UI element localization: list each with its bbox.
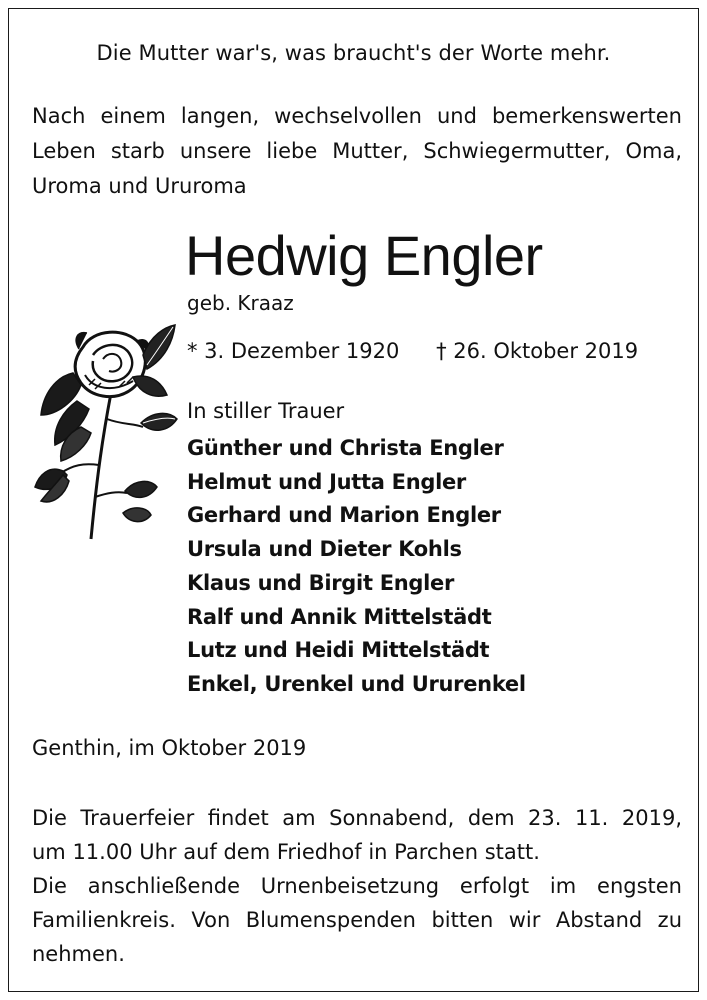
mourner-item: Ursula und Dieter Kohls: [187, 537, 462, 562]
service-line: um 11.00 Uhr auf dem Friedhof in Parchen statt.: [32, 840, 540, 864]
mourner-item: Klaus und Birgit Engler: [187, 570, 455, 595]
service-line: Die anschließende Urnenbeisetzung erfolgt im engsten: [32, 874, 682, 898]
mourner-item: Gerhard und Marion Engler: [187, 503, 501, 528]
mourner-item: Lutz und Heidi Mittelstädt: [187, 638, 490, 663]
rose-icon: [33, 315, 178, 541]
service-line: nehmen.: [32, 942, 125, 966]
deceased-name: Hedwig Engler: [185, 224, 543, 287]
intro-line: Uroma und Ururoma: [32, 174, 247, 198]
life-dates: [187, 339, 638, 363]
intro-paragraph: [32, 99, 682, 204]
intro-line: Leben starb unsere liebe Mutter, Schwiegermutter, Oma,: [32, 139, 682, 163]
maiden-name: geb. Kraaz: [187, 291, 294, 315]
mourning-label: In stiller Trauer: [187, 399, 345, 423]
mourner-item: Günther und Christa Engler: [187, 436, 504, 460]
mourner-item: Ralf und Annik Mittelstädt: [187, 604, 492, 629]
obituary-notice: [8, 8, 699, 992]
service-paragraph: [32, 801, 682, 971]
mourner-item: Helmut und Jutta Engler: [187, 469, 466, 494]
service-line: Familienkreis. Von Blumenspenden bitten wir Abstand zu: [32, 908, 682, 932]
mourner-item: Enkel, Urenkel und Ururenkel: [187, 671, 526, 696]
place-date: Genthin, im Oktober 2019: [32, 736, 307, 760]
service-line: Die Trauerfeier findet am Sonnabend, dem 23. 11. 2019,: [32, 806, 682, 830]
death-date: † 26. Oktober 2019: [436, 339, 639, 363]
mourner-list: [187, 432, 526, 702]
birth-date: * 3. Dezember 1920: [187, 339, 400, 363]
motto-quote: Die Mutter war's, was braucht's der Worte mehr.: [96, 41, 611, 65]
intro-line: Nach einem langen, wechselvollen und bemerkenswerten: [32, 104, 682, 128]
